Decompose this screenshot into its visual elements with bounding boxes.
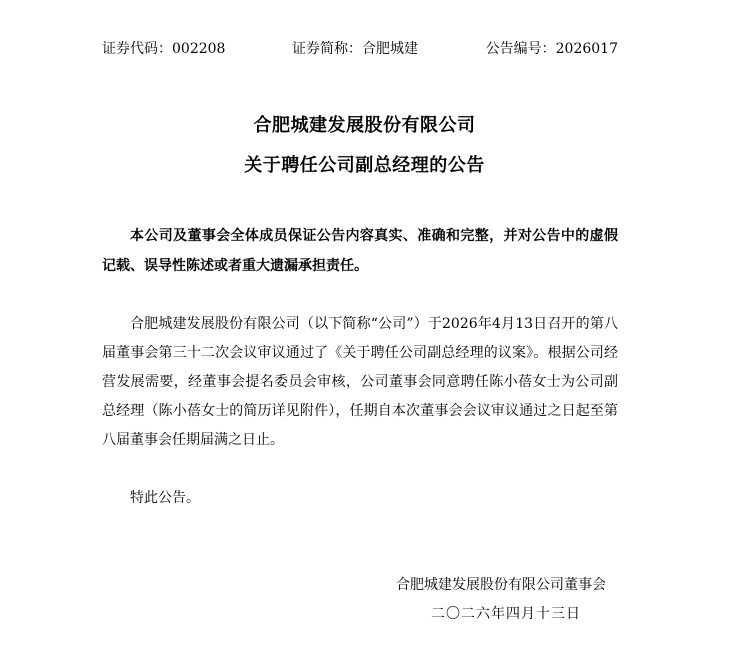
company-title: 合肥城建发展股份有限公司 bbox=[253, 115, 476, 136]
announcement-number: 公告编号：2026017 bbox=[485, 41, 618, 57]
closing-remark: 特此公告。 bbox=[130, 490, 200, 506]
announcement-body: 合肥城建发展股份有限公司（以下简称“公司”）于2026年4月13日召开的第八届董事会第三十二次会议审议通过了《关于聘任公司副总经理的议案》。根据公司经营发展需要，经董事会提名委员会审核，公司董事会同意聘任陈小蓓女士为公司副总经理（陈小蓓女士的简历详见附件），任期自本次董事会会议审议通过之日起至第八届董事会任期届满之日止。 bbox=[102, 316, 618, 448]
board-statement: 本公司及董事会全体成员保证公告内容真实、准确和完整，并对公告中的虚假记载、误导性陈述或者重大遗漏承担责任。 bbox=[102, 228, 618, 274]
stock-code: 证券代码：002208 bbox=[102, 41, 226, 57]
signature-date: 二〇二六年四月十三日 bbox=[431, 606, 581, 622]
announcement-title: 关于聘任公司副总经理的公告 bbox=[244, 155, 485, 176]
stock-abbreviation: 证券简称：合肥城建 bbox=[292, 41, 418, 57]
announcement-header bbox=[102, 39, 618, 59]
signature-company: 合肥城建发展股份有限公司董事会 bbox=[396, 577, 606, 593]
